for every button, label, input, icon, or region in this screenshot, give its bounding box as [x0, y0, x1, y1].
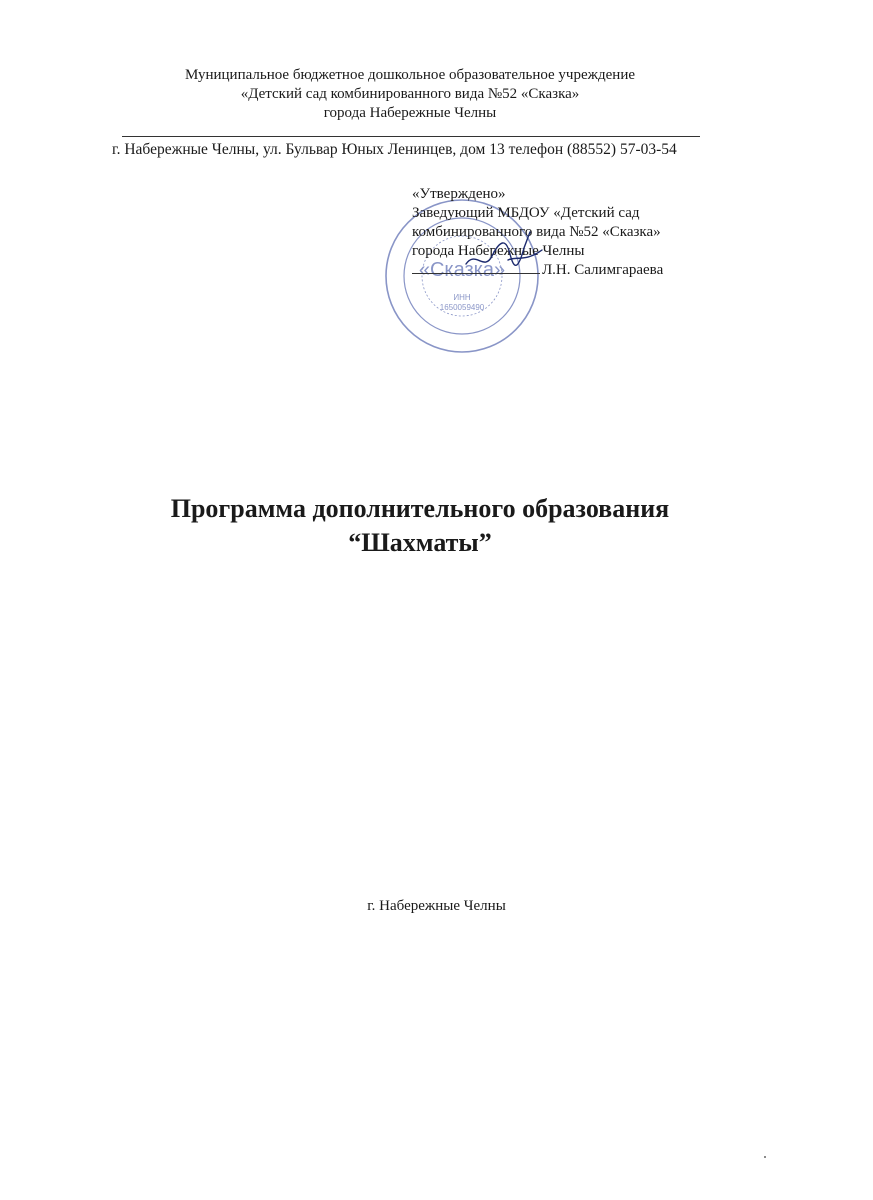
- stamp-inn-value: 1650059490: [439, 303, 485, 312]
- institution-address: г. Набережные Челны, ул. Бульвар Юных Ленинцев, дом 13 телефон (88552) 57-03-54: [112, 141, 677, 158]
- header-line-3: города Набережные Челны: [323, 105, 497, 121]
- stamp-center-text: «Сказка»: [418, 259, 506, 281]
- title-line-2: “Шахматы”: [348, 528, 492, 557]
- handwritten-signature: [458, 220, 548, 280]
- stamp-inn-label: ИНН: [453, 293, 471, 302]
- signer-name: Л.Н. Салимгараева: [542, 262, 664, 278]
- title-line-1: Программа дополнительного образования: [170, 494, 670, 523]
- header-line-2: «Детский сад комбинированного вида №52 «Сказка»: [240, 86, 580, 102]
- institution-header: [150, 66, 670, 123]
- approval-line-2: Заведующий МБДОУ «Детский сад: [412, 205, 640, 221]
- approval-line-3: комбинированного вида №52 «Сказка»: [412, 224, 661, 240]
- document-title: [60, 492, 780, 560]
- header-divider: [122, 136, 700, 137]
- footer-city: г. Набережные Челны: [367, 898, 506, 914]
- approval-line-1: «Утверждено»: [412, 186, 506, 202]
- approval-line-4: города Набережные Челны: [412, 243, 585, 259]
- scan-speck: [764, 1156, 766, 1158]
- header-line-1: Муниципальное бюджетное дошкольное образовательное учреждение: [185, 67, 635, 83]
